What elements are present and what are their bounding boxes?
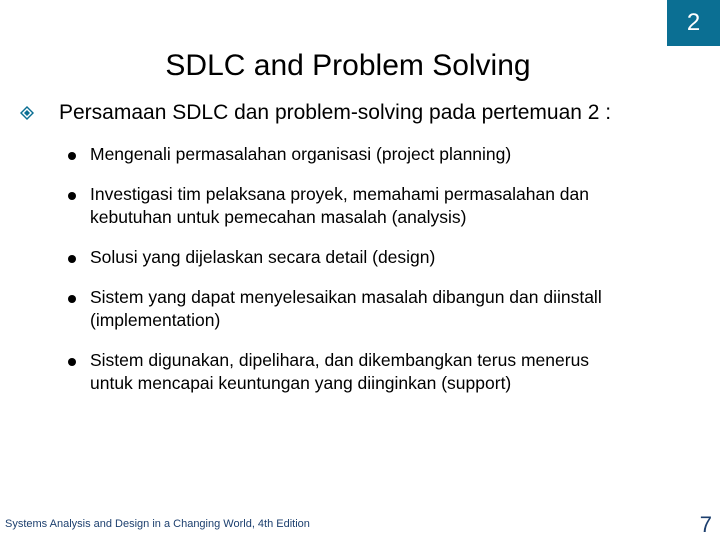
list-item-line: Mengenali permasalahan organisasi (project planning) [90,144,512,164]
list-item [68,349,708,395]
list-item-line: kebutuhan untuk pemecahan masalah (analysis) [90,207,467,227]
main-bullet [20,98,710,128]
list-item-line: untuk mencapai keuntungan yang diinginkan (support) [90,373,512,393]
footer-text: Systems Analysis and Design in a Changing World, 4th Edition [5,518,310,530]
list-item-line: Sistem yang dapat menyelesaikan masalah dibangun dan diinstall [90,287,602,307]
list-item [68,183,708,229]
list-item [68,286,708,332]
list-item-line: Investigasi tim pelaksana proyek, memahami permasalahan dan [90,184,590,204]
list-item-text [90,246,435,269]
list-item [68,143,708,166]
dot-bullet-icon [68,295,76,303]
page-number: 7 [699,512,712,537]
sub-bullet-list [68,143,708,412]
list-item-text [90,286,602,332]
slide-number-badge: 2 [667,0,720,46]
dot-bullet-icon [68,152,76,160]
main-bullet-text: Persamaan SDLC dan problem-solving pada pertemuan 2 : [59,101,612,124]
slide-title: SDLC and Problem Solving [165,49,531,82]
list-item [68,246,708,269]
list-item-line: (implementation) [90,310,221,330]
list-item-text [90,143,511,166]
list-item-line: Solusi yang dijelaskan secara detail (design) [90,247,436,267]
diamond-bullet-icon [20,106,34,120]
list-item-text [90,183,589,229]
dot-bullet-icon [68,255,76,263]
dot-bullet-icon [68,358,76,366]
list-item-text [90,349,589,395]
dot-bullet-icon [68,192,76,200]
list-item-line: Sistem digunakan, dipelihara, dan dikembangkan terus menerus [90,350,590,370]
